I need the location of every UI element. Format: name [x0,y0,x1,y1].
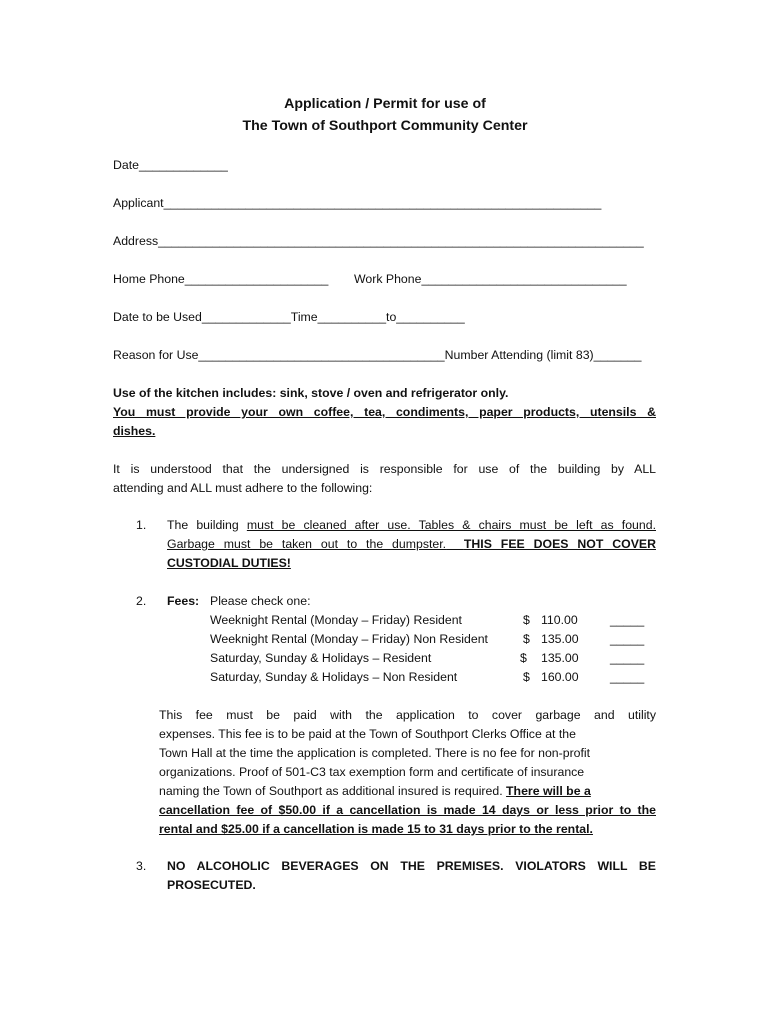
rule-1-text-a: The building [167,518,247,532]
title-line-1: Application / Permit for use of [284,96,486,112]
kitchen-line-2: You must provide your own coffee, tea, condiments, paper products, utensils & [113,405,656,419]
rule-3-number: 3. [136,859,147,873]
fee-currency: $ [523,670,530,684]
cancellation-notice-line-2: cancellation fee of $50.00 if a cancellation is made 14 days or less prior to the [159,803,656,817]
fee-amount: 110.00 [541,613,578,627]
fee-checkbox-blank[interactable]: _____ [610,613,645,627]
fee-checkbox-blank[interactable]: _____ [610,651,645,665]
fees-label: Fees: [167,594,200,608]
title-line-2: The Town of Southport Community Center [242,118,528,134]
intro-line-2: attending and ALL must adhere to the following: [113,481,373,495]
date-field[interactable]: Date_____________ [113,158,228,172]
rule-3-line-1: NO ALCOHOLIC BEVERAGES ON THE PREMISES. VIOLATORS WILL BE [167,859,656,873]
fee-currency: $ [523,632,530,646]
rule-1-text-b: must be cleaned after use. Tables & chairs must be left as found. [246,518,656,532]
cancellation-notice-start: There will be a [506,784,591,798]
rule-1-number: 1. [136,518,147,532]
cancellation-notice-line-3: rental and $25.00 if a cancellation is made 15 to 31 days prior to the rental. [159,822,593,836]
rule-1-line-1 [167,518,656,532]
rule-3-line-2: PROSECUTED. [167,878,256,892]
applicant-field[interactable]: Applicant________________________________________________________________ [113,196,602,210]
fee-amount: 135.00 [541,651,579,665]
fee-paragraph-line-2: expenses. This fee is to be paid at the Town of Southport Clerks Office at the [159,727,576,741]
fee-currency: $ [523,613,530,627]
fee-checkbox-blank[interactable]: _____ [610,670,645,684]
fees-instruction: Please check one: [210,594,311,608]
kitchen-line-3: dishes. [113,424,156,438]
fee-paragraph-line-3: Town Hall at the time the application is completed. There is no fee for non-profit [159,746,591,760]
fee-paragraph-line-5 [159,784,591,798]
rule-1-line-2 [167,537,656,551]
rule-2-number: 2. [136,594,147,608]
rule-1-text-d: THIS FEE DOES NOT COVER [463,537,656,551]
rule-1-text-c: Garbage must be taken out to the dumpster. [167,537,447,551]
fee-label: Weeknight Rental (Monday – Friday) Non Resident [210,632,488,646]
fee-paragraph-line-1: This fee must be paid with the application to cover garbage and utility [159,708,656,722]
kitchen-line-1: Use of the kitchen includes: sink, stove / oven and refrigerator only. [113,386,509,400]
fee-paragraph-text: naming the Town of Southport as additional insured is required. [159,784,507,798]
rule-1-line-3: CUSTODIAL DUTIES! [167,556,291,570]
home-phone-field[interactable]: Home Phone_____________________ [113,272,329,286]
address-field[interactable]: Address_______________________________________________________________________ [113,234,644,248]
fee-checkbox-blank[interactable]: _____ [610,632,645,646]
intro-line-1: It is understood that the undersigned is responsible for use of the building by ALL [113,462,656,476]
fee-label: Saturday, Sunday & Holidays – Resident [210,651,432,665]
fee-currency: $ [520,651,527,665]
fee-amount: 160.00 [541,670,579,684]
fee-label: Weeknight Rental (Monday – Friday) Resident [210,613,462,627]
date-used-field[interactable]: Date to be Used_____________Time__________to__________ [113,310,465,324]
reason-field[interactable]: Reason for Use____________________________________Number Attending (limit 83)_______ [113,348,642,362]
fee-paragraph-line-4: organizations. Proof of 501-C3 tax exemption form and certificate of insurance [159,765,585,779]
work-phone-field[interactable]: Work Phone______________________________ [354,272,627,286]
fee-amount: 135.00 [541,632,579,646]
fee-label: Saturday, Sunday & Holidays – Non Resident [210,670,458,684]
